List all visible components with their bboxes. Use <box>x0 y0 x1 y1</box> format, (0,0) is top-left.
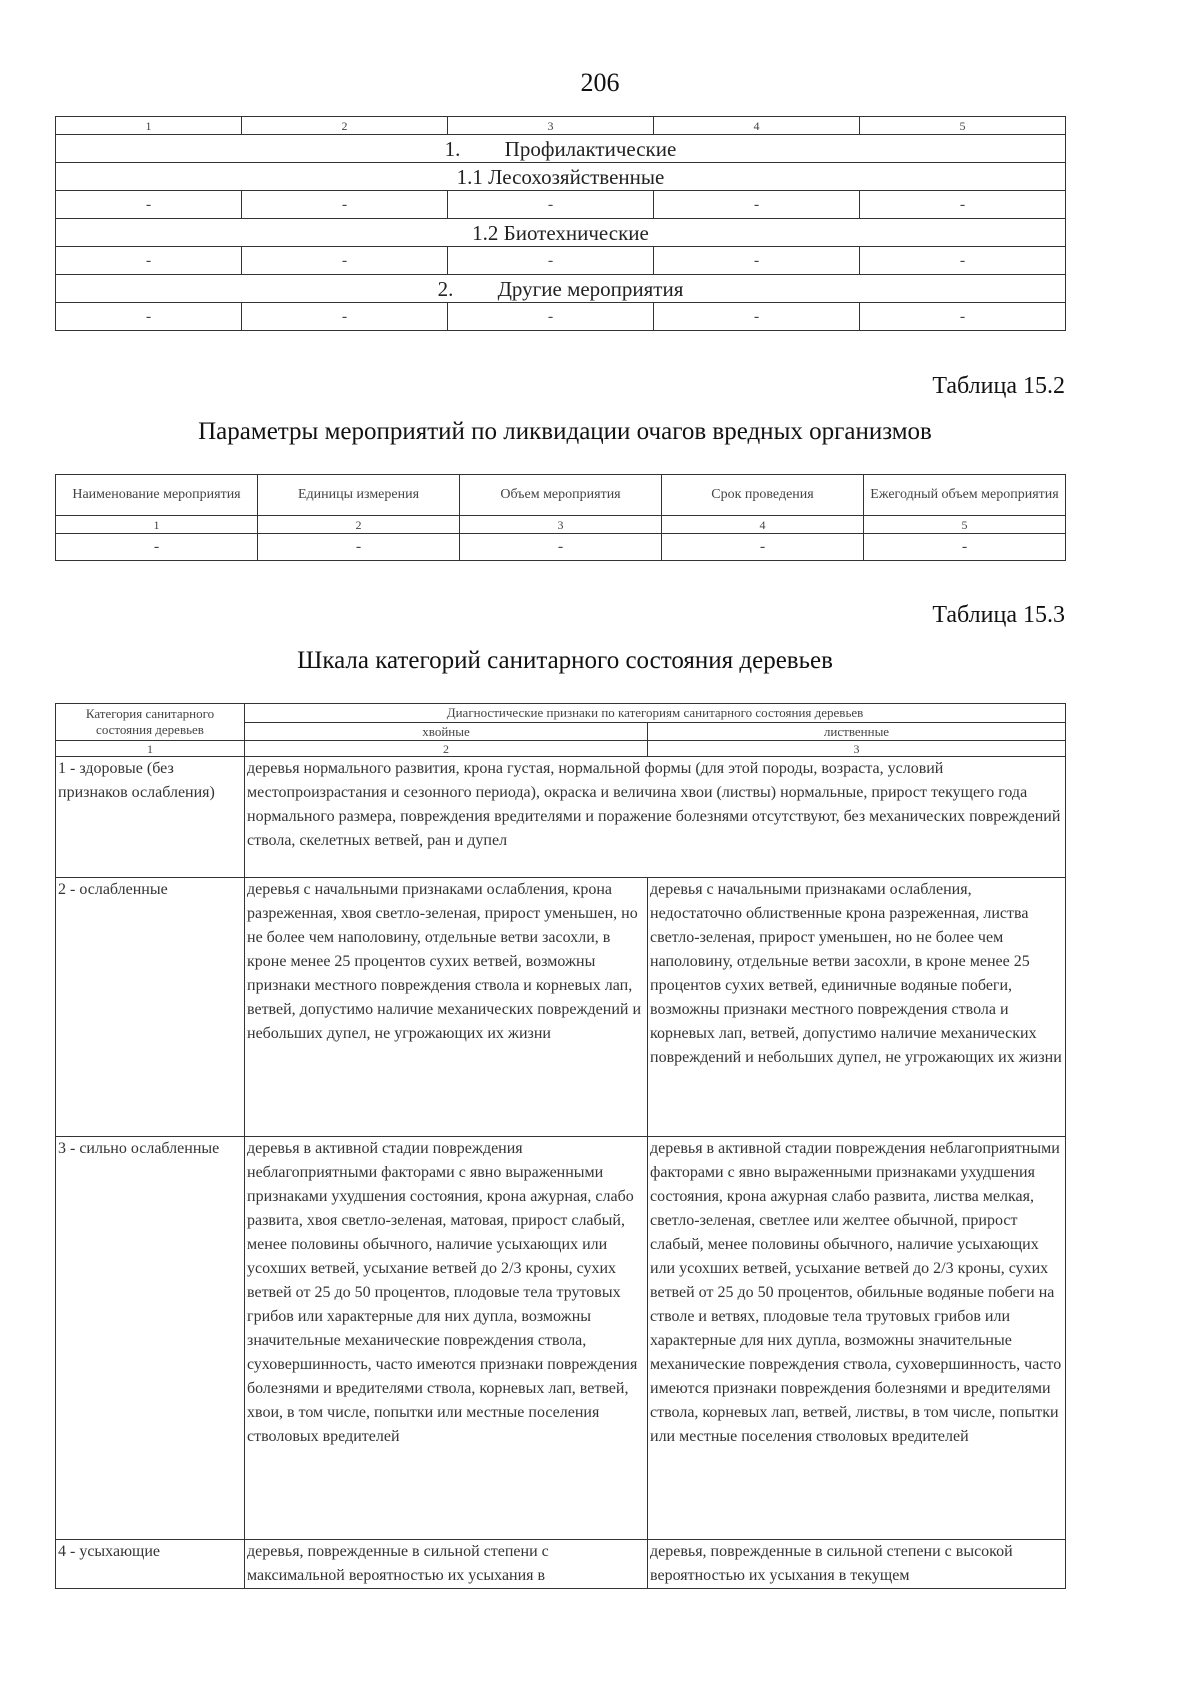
conifer-signs-cell: деревья, поврежденные в сильной степени с максимальной вероятностью их усыхания в <box>245 1540 648 1589</box>
table-title: Шкала категорий санитарного состояния деревьев <box>297 647 833 674</box>
header-cell: Категория санитарного состояния деревьев <box>56 704 245 741</box>
signs-cell: деревья нормального развития, крона густая, нормальной формы (для этой породы, возраста, условий местопроизрастания и сезонного периода), окраска и величина хвои (листвы) нормальные, прирост текущего года нормального размера, повреждения вредителями и поражение болезнями отсутствуют, без механических повреждений ствола, скелетных ветвей, ран и дупел <box>245 757 1066 878</box>
column-number-row <box>56 741 1066 757</box>
table-cell: - <box>860 247 1066 275</box>
header-cell: 2 <box>242 117 448 135</box>
table-cell: - <box>242 303 448 331</box>
table-row <box>56 1137 1066 1540</box>
column-number: 3 <box>460 516 662 534</box>
table-cell: - <box>864 534 1066 561</box>
header-cell: Ежегодный объем мероприятия <box>864 475 1066 516</box>
table-cell: - <box>56 534 258 561</box>
subsection-cell: 1.1 Лесохозяйственные <box>56 163 1066 191</box>
conifer-signs-cell: деревья в активной стадии повреждения неблагоприятными факторами с явно выраженными признаками ухудшения состояния, крона ажурная, слабо развита, хвоя светло-зеленая, матовая, прирост слабый, менее половины обычного, наличие усыхающих или усохших ветвей, усыхание ветвей до 2/3 кроны, сухих ветвей от 25 до 50 процентов, плодовые тела трутовых грибов или характерные для них дупла, возможны значительные механические повреждения ствола, суховершинность, часто имеются признаки повреждения болезнями и вредителями ствола, корневых лап, ветвей, хвои, в том числе, попытки или местные поселения стволовых вредителей <box>245 1137 648 1540</box>
deciduous-signs-cell: деревья в активной стадии повреждения неблагоприятными факторами с явно выраженными признаками ухудшения состояния, крона ажурная слабо развита, листва мелкая, светло-зеленая, светлее или желтее обычной, прирост слабый, менее половины обычного, наличие усыхающих или усохших ветвей, усыхание ветвей до 2/3 кроны, сухих ветвей от 25 до 50 процентов, обильные водяные побеги на стволе и ветвях, плодовые тела трутовых грибов или характерные для них дупла, возможны значительные механические повреждения ствола, суховершинность, часто имеются признаки повреждения болезнями и вредителями ствола, корневых лап, ветвей, листвы, в том числе, попытки или местные поселения стволовых вредителей <box>648 1137 1066 1540</box>
table-cell: - <box>448 247 654 275</box>
table-cell: - <box>258 534 460 561</box>
table-cell: - <box>654 191 860 219</box>
subsection-row <box>56 219 1066 247</box>
category-cell: 4 - усыхающие <box>56 1540 245 1589</box>
subsection-cell: 1.2 Биотехнические <box>56 219 1066 247</box>
column-number: 3 <box>648 741 1066 757</box>
deciduous-signs-cell: деревья с начальными признаками ослабления, недостаточно облиственные крона разреженная, листва светло-зеленая, прирост уменьшен, но не более чем наполовину, отдельные ветви засохли, в кроне менее 25 процентов сухих ветвей, единичные водяные побеги, возможны признаки местного повреждения ствола и корневых лап, ветвей, допустимо наличие механических повреждений и небольших дупел, не угрожающих их жизни <box>648 878 1066 1137</box>
table-title: Параметры мероприятий по ликвидации очагов вредных организмов <box>198 418 932 445</box>
section-row <box>56 275 1066 303</box>
header-cell: Срок проведения <box>662 475 864 516</box>
column-number: 2 <box>258 516 460 534</box>
table-cell: - <box>242 191 448 219</box>
header-cell: 1 <box>56 117 242 135</box>
subsection-row <box>56 163 1066 191</box>
section-cell <box>56 275 1066 303</box>
measures-table <box>55 116 1066 331</box>
header-cell: хвойные <box>245 723 648 741</box>
header-cell: лиственные <box>648 723 1066 741</box>
column-number: 1 <box>56 516 258 534</box>
table-cell: - <box>654 247 860 275</box>
table-header-row <box>56 475 1066 516</box>
header-cell: Единицы измерения <box>258 475 460 516</box>
header-cell: 5 <box>860 117 1066 135</box>
table-cell: - <box>56 191 242 219</box>
column-number-row <box>56 516 1066 534</box>
table-cell: - <box>654 303 860 331</box>
category-cell: 1 - здоровые (без признаков ослабления) <box>56 757 245 878</box>
header-cell: Объем мероприятия <box>460 475 662 516</box>
section-label: Профилактические <box>504 136 677 161</box>
category-cell: 2 - ослабленные <box>56 878 245 1137</box>
table-label: Таблица 15.2 <box>932 373 1065 399</box>
section-row <box>56 135 1066 163</box>
column-number: 4 <box>662 516 864 534</box>
table-cell: - <box>662 534 864 561</box>
table-cell: - <box>448 303 654 331</box>
section-number: 1. <box>444 136 461 161</box>
table-row <box>56 1540 1066 1589</box>
category-cell: 3 - сильно ослабленные <box>56 1137 245 1540</box>
column-number: 2 <box>245 741 648 757</box>
header-cell: Наименование мероприятия <box>56 475 258 516</box>
table-row <box>56 534 1066 561</box>
table-header-row <box>56 704 1066 723</box>
table-cell: - <box>860 303 1066 331</box>
pest-measures-table <box>55 474 1066 561</box>
table-cell: - <box>56 303 242 331</box>
section-cell <box>56 135 1066 163</box>
section-number: 2. <box>437 276 454 301</box>
header-cell: 4 <box>654 117 860 135</box>
column-number: 5 <box>864 516 1066 534</box>
column-number: 1 <box>56 741 245 757</box>
deciduous-signs-cell: деревья, поврежденные в сильной степени с высокой вероятностью их усыхания в текущем <box>648 1540 1066 1589</box>
header-cell: 3 <box>448 117 654 135</box>
table-row <box>56 757 1066 878</box>
table-cell: - <box>860 191 1066 219</box>
table-cell: - <box>242 247 448 275</box>
table-cell: - <box>460 534 662 561</box>
section-label: Другие мероприятия <box>497 276 684 301</box>
header-cell: Диагностические признаки по категориям санитарного состояния деревьев <box>245 704 1066 723</box>
table-row <box>56 303 1066 331</box>
conifer-signs-cell: деревья с начальными признаками ослабления, крона разреженная, хвоя светло-зеленая, прирост уменьшен, но не более чем наполовину, отдельные ветви засохли, в кроне менее 25 процентов сухих ветвей, возможны признаки местного повреждения ствола и корневых лап, ветвей, допустимо наличие механических повреждений и небольших дупел, не угрожающих их жизни <box>245 878 648 1137</box>
table-cell: - <box>448 191 654 219</box>
table-row <box>56 247 1066 275</box>
page-number: 206 <box>580 68 620 97</box>
sanitary-scale-table <box>55 703 1066 1589</box>
table-cell: - <box>56 247 242 275</box>
table-header-row <box>56 117 1066 135</box>
table-row <box>56 878 1066 1137</box>
table-label: Таблица 15.3 <box>932 602 1065 628</box>
table-row <box>56 191 1066 219</box>
